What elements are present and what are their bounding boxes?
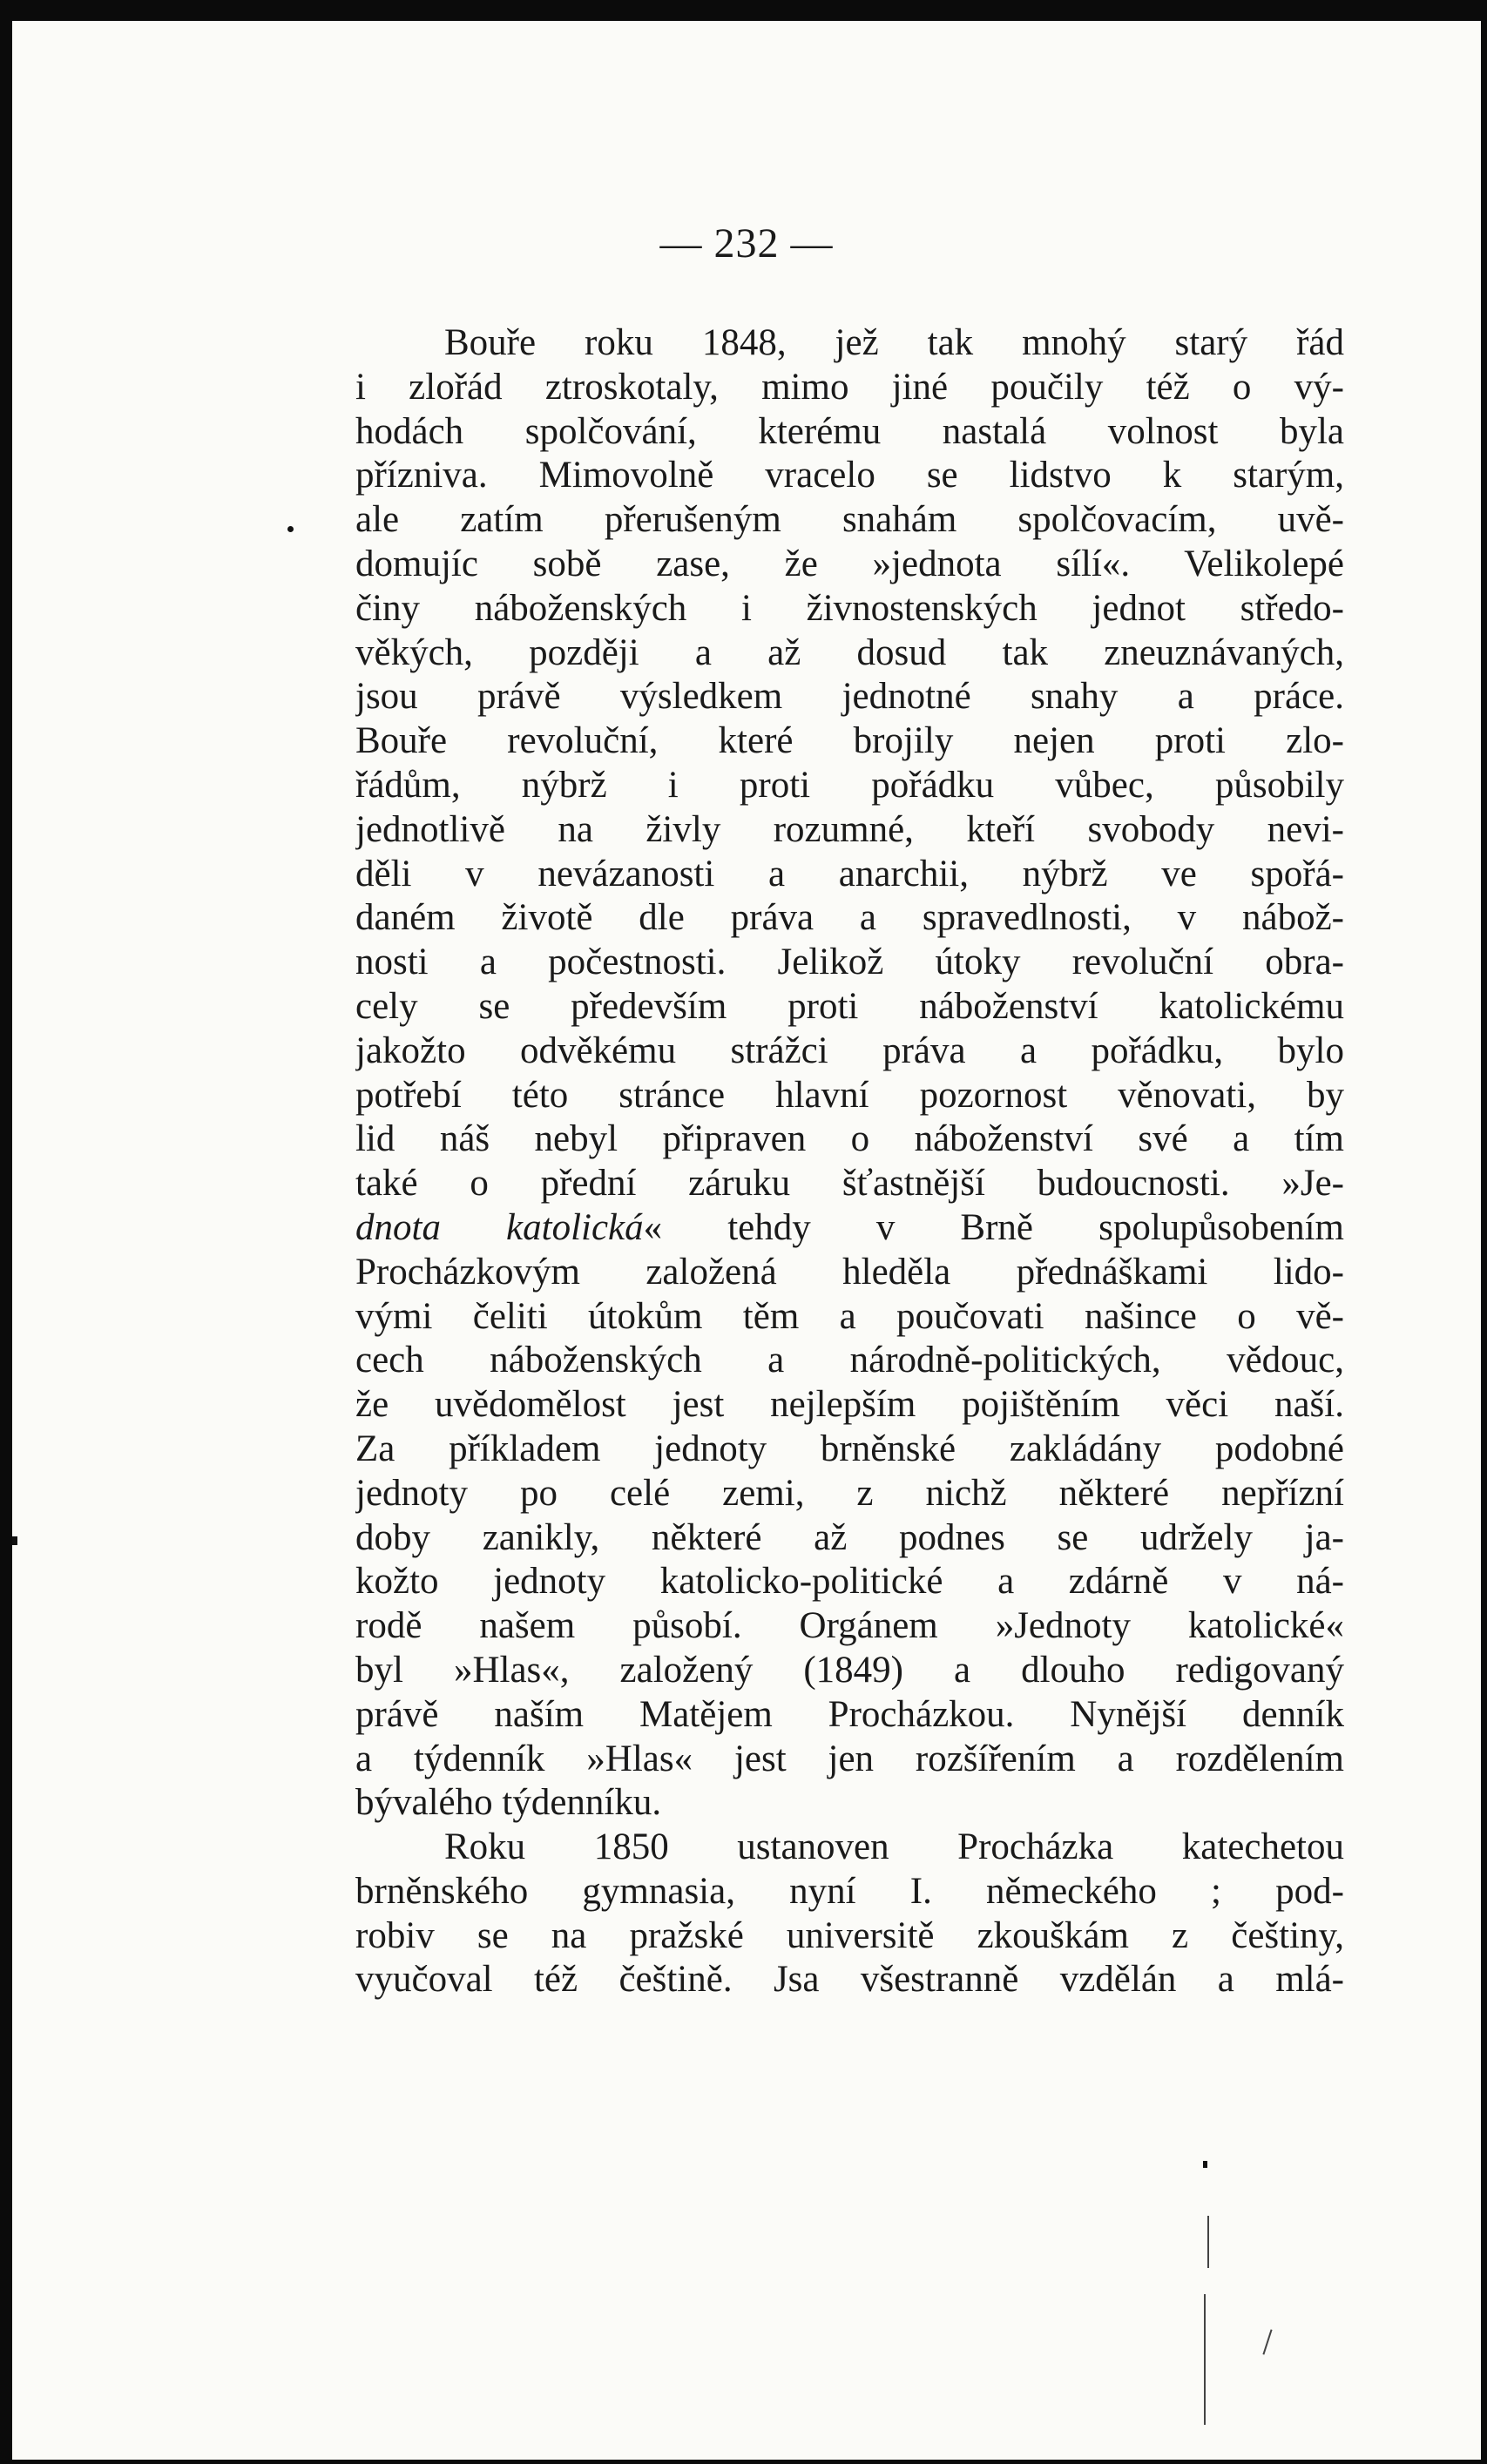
scan-speck <box>12 1536 17 1545</box>
text-line: věkých, později a až dosud tak zneuznávaných, <box>355 631 1344 673</box>
text-line: bývalého týdenníku. <box>355 1782 662 1824</box>
text-line: právě naším Matějem Procházkou. Nynější denník <box>355 1693 1344 1735</box>
text-line: robiv se na pražské universitě zkouškám z češtiny, <box>355 1914 1344 1956</box>
text-line: kožto jednoty katolicko-politické a zdárně v ná- <box>355 1561 1344 1603</box>
text-line: Bouře roku 1848, jež tak mnohý starý řád <box>444 322 1344 363</box>
text-line: hodách spolčování, kterému nastalá volnost byla <box>355 410 1344 452</box>
body-text <box>355 321 1344 2002</box>
margin-scratch <box>1262 2329 1272 2354</box>
margin-scratch <box>1207 2216 1209 2268</box>
text-line: vými čeliti útokům těm a poučovati našince o vě- <box>355 1295 1344 1337</box>
text-line: i zlořád ztroskotaly, mimo jiné poučily též o vý- <box>355 366 1344 408</box>
text-line: ale zatím přerušeným snahám spolčovacím, uvě- <box>355 499 1344 541</box>
text-line-italic <box>355 1206 1344 1251</box>
text-line: Za příkladem jednoty brněnské zakládány podobné <box>355 1428 1344 1469</box>
text-fragment: « tehdy v Brně spolupůsobením <box>643 1206 1344 1248</box>
text-line: nosti a počestnosti. Jelikož útoky revoluční obra- <box>355 942 1344 983</box>
text-line: Procházkovým založená hleděla přednáškami lido- <box>355 1251 1344 1293</box>
scan-speck <box>287 526 294 532</box>
text-line: také o přední záruku šťastnější budoucnosti. »Je- <box>355 1163 1344 1205</box>
text-line: domujíc sobě zase, že »jednota sílí«. Velikolepé <box>355 543 1344 584</box>
text-line: jednotlivě na živly rozumné, kteří svobody nevi- <box>355 808 1344 850</box>
text-line: činy náboženských i živnostenských jednot středo- <box>355 587 1344 629</box>
text-line: lid náš nebyl připraven o náboženství své a tím <box>355 1118 1344 1160</box>
text-line: jsou právě výsledkem jednotné snahy a práce. <box>355 676 1344 718</box>
text-line: cely se především proti náboženství katolickému <box>355 985 1344 1027</box>
margin-scratch <box>1204 2294 1206 2425</box>
text-line: Bouře revoluční, které brojily nejen proti zlo- <box>355 720 1344 762</box>
text-line: doby zanikly, některé až podnes se udržely ja- <box>355 1516 1344 1558</box>
text-line: jednoty po celé zemi, z nichž některé nepřízní <box>355 1472 1344 1514</box>
text-line: potřebí této stránce hlavní pozornost věnovati, by <box>355 1074 1344 1116</box>
scan-speck <box>1203 2161 1207 2168</box>
text-line: Roku 1850 ustanoven Procházka katechetou <box>444 1826 1344 1868</box>
page-number: — 232 — <box>659 220 834 267</box>
text-line: rodě našem působí. Orgánem »Jednoty katolické« <box>355 1605 1344 1647</box>
text-line: děli v nevázanosti a anarchii, nýbrž ve spořá- <box>355 853 1344 894</box>
text-line: brněnského gymnasia, nyní I. německého ; pod- <box>355 1870 1344 1912</box>
book-page <box>12 21 1481 2460</box>
text-line: řádům, nýbrž i proti pořádku vůbec, působily <box>355 764 1344 806</box>
text-line: byl »Hlas«, založený (1849) a dlouho redigovaný <box>355 1649 1344 1691</box>
text-line: jakožto odvěkému strážci práva a pořádku, bylo <box>355 1029 1344 1071</box>
text-line: příznivа. Mimovolně vracelo se lidstvo k starým, <box>355 455 1344 496</box>
text-line: a týdenník »Hlas« jest jen rozšířením a rozdělením <box>355 1738 1344 1779</box>
text-line: vyučoval též češtině. Jsa všestranně vzdělán a mlá- <box>355 1959 1344 2001</box>
text-line: daném životě dle práva a spravedlnosti, v nábož- <box>355 897 1344 939</box>
italic-phrase: dnota katolická <box>355 1206 644 1248</box>
text-line: že uvědomělost jest nejlepším pojištěním věci naší. <box>355 1384 1344 1426</box>
text-line: cech náboženských a národně-politických, vědouc, <box>355 1340 1344 1381</box>
